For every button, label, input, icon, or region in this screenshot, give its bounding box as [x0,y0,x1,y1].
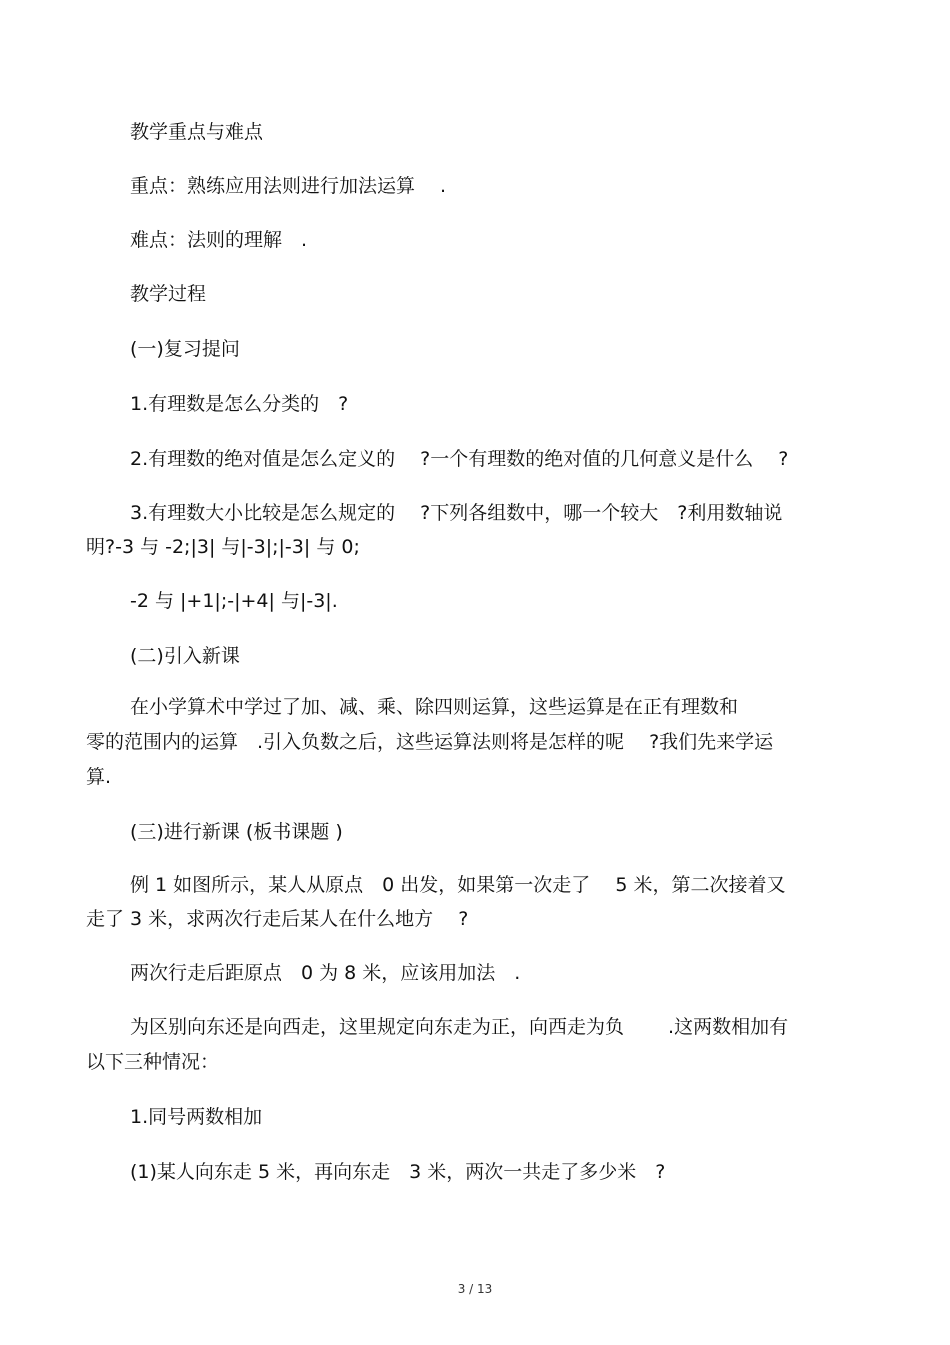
heading-key-points: 教学重点与难点 [130,121,264,143]
rule-paragraph-line-2: 以下三种情况： [86,1051,220,1073]
difficulty-point: 难点：法则的理解 . [130,229,308,251]
section-new-lesson: (三)进行新课 (板书课题 ) [130,821,343,843]
rule-paragraph-line-1: 为区别向东还是向西走，这里规定向东走为正，向西走为负 .这两数相加有 [130,1016,789,1038]
question-1: 1.有理数是怎么分类的 ? [130,393,349,415]
case-1-question: (1)某人向东走 5 米，再向东走 3 米，两次一共走了多少米 ? [130,1161,666,1183]
case-1-heading: 1.同号两数相加 [130,1106,263,1128]
focus-point: 重点：熟练应用法则进行加法运算 . [130,175,447,197]
intro-paragraph-line-1: 在小学算术中学过了加、减、乘、除四则运算，这些运算是在正有理数和 [130,696,739,718]
page-number: 3 / 13 [457,1282,493,1296]
question-3-line-3: -2 与 |+1|;-|+4| 与|-3|. [130,590,338,612]
intro-paragraph-line-2: 零的范围内的运算 .引入负数之后，这些运算法则将是怎样的呢 ?我们先来学运 [86,731,774,753]
question-3-line-2: 明?-3 与 -2;|3| 与|-3|;|-3| 与 0; [86,536,360,558]
question-2: 2.有理数的绝对值是怎么定义的 ?一个有理数的绝对值的几何意义是什么 ? [130,448,789,470]
section-introduce-new-lesson: (二)引入新课 [130,645,240,667]
section-review-questions: (一)复习提问 [130,338,240,360]
intro-paragraph-line-3: 算. [86,766,112,788]
heading-teaching-process: 教学过程 [130,283,207,305]
example-1-line-2: 走了 3 米，求两次行走后某人在什么地方 ? [86,908,469,930]
question-3-line-1: 3.有理数大小比较是怎么规定的 ?下列各组数中，哪一个较大 ?利用数轴说 [130,502,783,524]
example-1-line-1: 例 1 如图所示，某人从原点 0 出发，如果第一次走了 5 米，第二次接着又 [130,874,786,896]
example-1-answer: 两次行走后距原点 0 为 8 米，应该用加法 . [130,962,521,984]
